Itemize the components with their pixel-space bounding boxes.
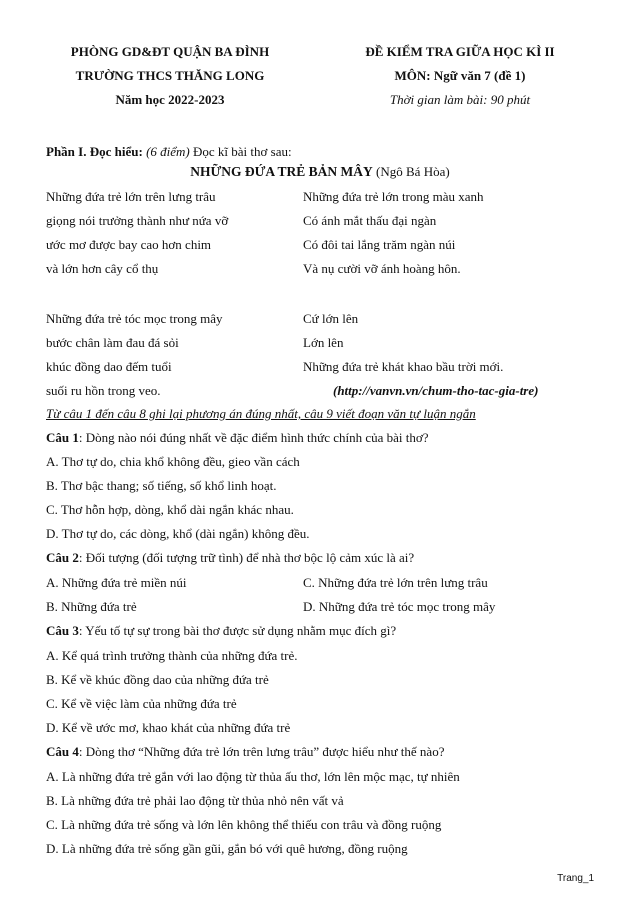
part1-heading (46, 143, 292, 161)
poem-line: suối ru hồn trong veo. (46, 383, 161, 398)
answer-option: B. Là những đứa trẻ phải lao động từ thủa nhỏ nên vất vả (46, 793, 344, 808)
answer-option: B. Những đứa trẻ (46, 599, 137, 614)
exam-title: ĐỀ KIỂM TRA GIỮA HỌC KÌ II (365, 44, 555, 59)
poem-line: Những đứa trẻ tóc mọc trong mây (46, 311, 223, 326)
answer-option: C. Kể về việc làm của những đứa trẻ (46, 696, 237, 711)
question-text: : Đối tượng (đối tượng trữ tình) để nhà thơ bộc lộ cảm xúc là ai? (78, 550, 415, 565)
exam-header (320, 40, 600, 112)
question-label: Câu 4 (46, 744, 79, 759)
answer-option: D. Thơ tự do, các dòng, khổ (dài ngắn) không đều. (46, 526, 310, 541)
poem-line: bước chân làm đau đá sỏi (46, 335, 179, 350)
poem-line: Những đứa trẻ lớn trên lưng trâu (46, 189, 216, 204)
answer-option: C. Thơ hỗn hợp, dòng, khổ dài ngắn khác nhau. (46, 502, 294, 517)
question-text: : Yếu tố tự sự trong bài thơ được sử dụng nhằm mục đích gì? (78, 623, 397, 638)
answer-option: D. Là những đứa trẻ sống gần gũi, gắn bó với quê hương, đồng ruộng (46, 841, 408, 856)
question-1 (46, 429, 429, 447)
poem-line: khúc đồng dao đếm tuổi (46, 359, 172, 374)
part1-label: Phần I (46, 144, 84, 159)
department-name: PHÒNG GD&ĐT QUẬN BA ĐÌNH (70, 44, 270, 59)
poem-line: Những đứa trẻ khát khao bầu trời mới. (303, 359, 504, 374)
answer-option: A. Những đứa trẻ miền núi (46, 575, 187, 590)
time-limit: Thời gian làm bài: 90 phút (389, 92, 531, 107)
part1-title: . Đọc hiểu: (83, 144, 147, 159)
answer-option: D. Kể về ước mơ, khao khát của những đứa trẻ (46, 720, 291, 735)
answer-option: D. Những đứa trẻ tóc mọc trong mây (303, 599, 496, 614)
part1-points: (6 điểm) (146, 144, 190, 159)
question-text: : Dòng thơ “Những đứa trẻ lớn trên lưng trâu” được hiểu như thế nào? (78, 744, 445, 759)
poem-line: và lớn hơn cây cổ thụ (46, 261, 159, 276)
answer-option: A. Kể quá trình trưởng thành của những đứa trẻ. (46, 648, 298, 663)
page-number: Trang_1 (557, 873, 594, 884)
part1-instruction: Đọc kĩ bài thơ sau: (189, 144, 292, 159)
poem-line: Cứ lớn lên (303, 311, 359, 326)
poem-line: Có đôi tai lắng trăm ngàn núi (303, 237, 456, 252)
question-3 (46, 622, 396, 640)
subject-line: MÔN: Ngữ văn 7 (đề 1) (394, 68, 526, 83)
poem-line: Lớn lên (303, 335, 344, 350)
poem-line: Những đứa trẻ lớn trong màu xanh (303, 189, 484, 204)
poem-line: Và nụ cười vỡ ánh hoàng hôn. (303, 261, 461, 276)
poem-line: Có ánh mắt thấu đại ngàn (303, 213, 437, 228)
school-name: TRƯỜNG THCS THĂNG LONG (75, 68, 265, 83)
question-4 (46, 743, 444, 761)
poem-title: NHỮNG ĐỨA TRẺ BẢN MÂY (190, 164, 373, 179)
answer-option: A. Thơ tự do, chia khổ không đều, gieo vần cách (46, 454, 300, 469)
poem-line: ước mơ được bay cao hơn chim (46, 237, 212, 252)
poem-line: giọng nói trưởng thành như nứa vỡ (46, 213, 229, 228)
school-year: Năm học 2022-2023 (115, 92, 225, 107)
answer-option: B. Kể về khúc đồng dao của những đứa trẻ (46, 672, 269, 687)
poem-author: (Ngô Bá Hòa) (372, 164, 450, 179)
answer-option: A. Là những đứa trẻ gắn với lao động từ thủa ấu thơ, lớn lên mộc mạc, tự nhiên (46, 769, 460, 784)
answer-option: B. Thơ bậc thang; số tiếng, số khổ linh hoạt. (46, 478, 277, 493)
question-2 (46, 549, 414, 567)
question-label: Câu 2 (46, 550, 79, 565)
answer-option: C. Là những đứa trẻ sống và lớn lên không thể thiếu con trâu và đồng ruộng (46, 817, 442, 832)
poem-title-line (0, 163, 640, 181)
poem-source: (http://vanvn.vn/chum-tho-tac-gia-tre) (333, 383, 539, 398)
question-label: Câu 3 (46, 623, 79, 638)
question-text: : Dòng nào nói đúng nhất về đặc điểm hình thức chính của bài thơ? (78, 430, 429, 445)
answer-option: C. Những đứa trẻ lớn trên lưng trâu (303, 575, 488, 590)
school-header (46, 40, 294, 112)
section-instructions: Từ câu 1 đến câu 8 ghi lại phương án đúng nhất, câu 9 viết đoạn văn tự luận ngắn (46, 406, 476, 421)
question-label: Câu 1 (46, 430, 79, 445)
